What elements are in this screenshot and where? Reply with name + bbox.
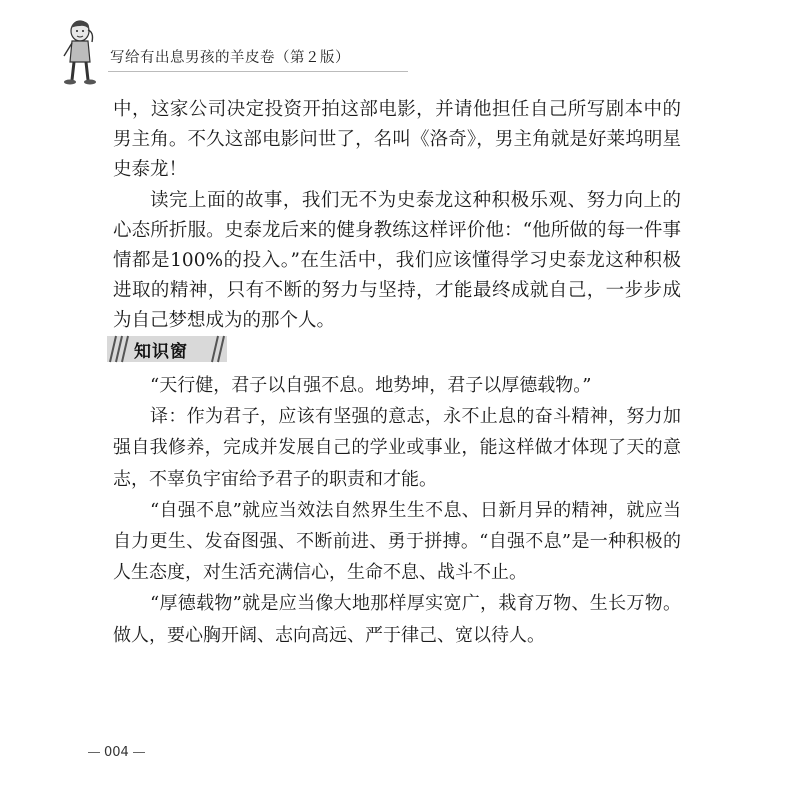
story-paragraph-2: 读完上面的故事，我们无不为史泰龙这种积极乐观、努力向上的心态所折服。史泰龙后来的健身教练这样评价他：“他所做的每一件事情都是100%的投入。”在生活中，我们应该懂得学习史泰龙这种积极进取的精神，只有不断的努力与坚持，才能最终成就自己，一步步成为自己梦想成为的那个人。: [113, 189, 681, 332]
story-paragraph-1: 中，这家公司决定投资开拍这部电影，并请他担任自己所写剧本中的男主角。不久这部电影问世了，名叫《洛奇》，男主角就是好莱坞明星史泰龙！: [113, 99, 681, 181]
header-divider: [108, 71, 408, 72]
knowledge-window-label: 知识窗: [134, 342, 188, 362]
knowledge-window-content: [113, 370, 681, 651]
page-number: 004: [104, 745, 129, 760]
knowledge-window-heading: [107, 334, 227, 364]
story-section: [113, 95, 681, 337]
page-header: [50, 18, 410, 88]
kw-virtue: “厚德载物”就是应当像大地那样厚实宽广，栽育万物、生长万物。做人，要心胸开阔、志向高远、严于律己、宽以待人。: [113, 593, 681, 646]
book-title: 写给有出息男孩的羊皮卷（第２版）: [110, 50, 350, 66]
kw-translation: 译：作为君子，应该有坚强的意志，永不止息的奋斗精神，努力加强自我修养，完成并发展自己的学业或事业，能这样做才体现了天的意志，不辜负宇宙给予君子的职责和才能。: [113, 406, 681, 490]
footer-dash-right: [133, 752, 145, 753]
boy-mascot-icon: [50, 18, 110, 88]
page-footer: [84, 745, 149, 760]
footer-dash-left: [88, 752, 100, 753]
kw-self-strengthening: “自强不息”就应当效法自然界生生不息、日新月异的精神，就应当自力更生、发奋图强、不断前进、勇于拼搏。“自强不息”是一种积极的人生态度，对生活充满信心，生命不息、战斗不止。: [113, 499, 681, 584]
kw-quote: “天行健，君子以自强不息。地势坤，君子以厚德载物。”: [150, 375, 592, 396]
